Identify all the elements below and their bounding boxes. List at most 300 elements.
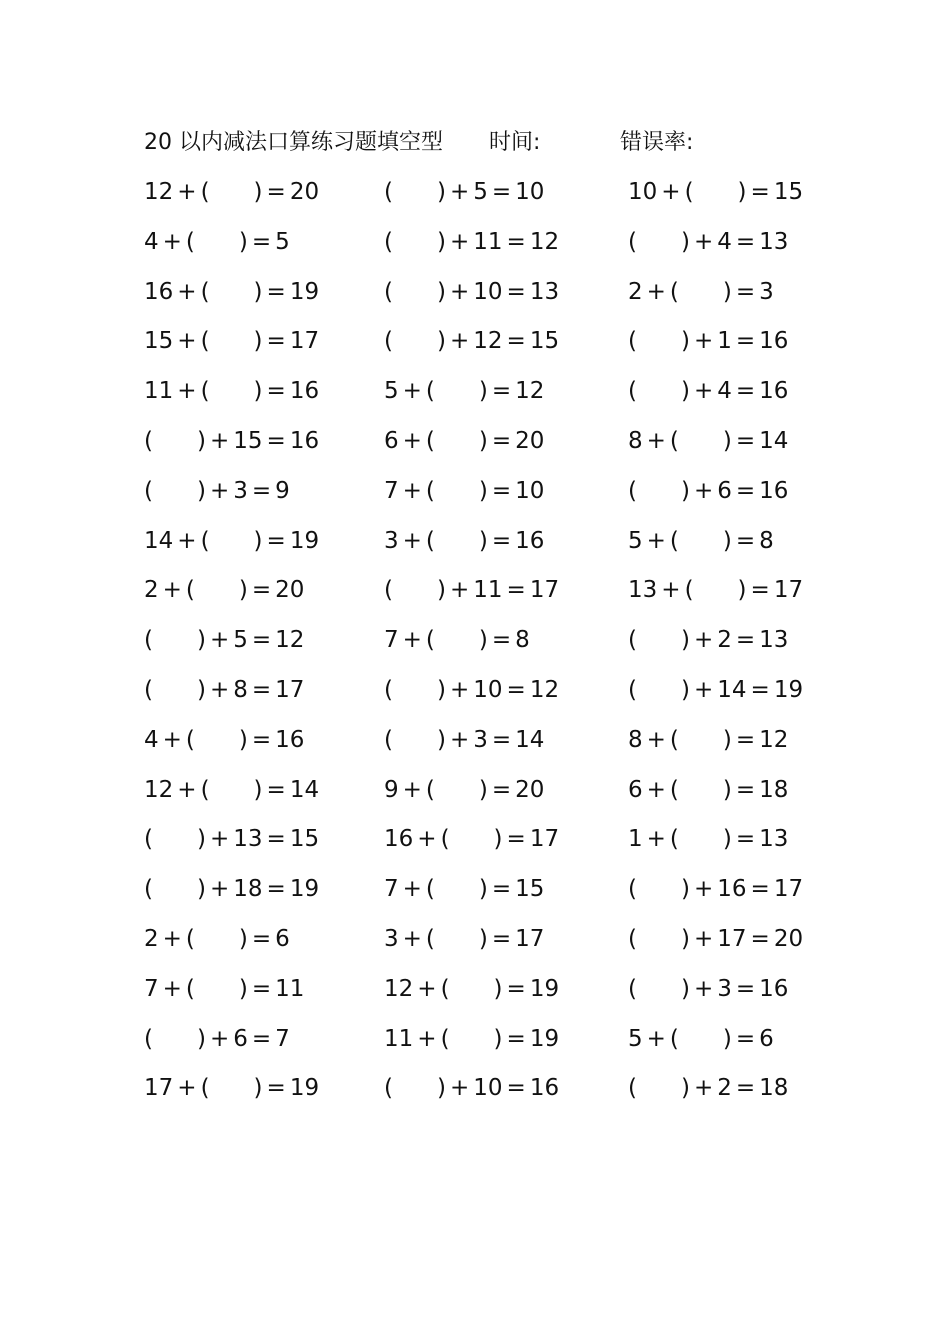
sum-number: 13 xyxy=(529,278,560,305)
math-problem xyxy=(384,620,554,660)
blank-open-paren: ( xyxy=(185,926,195,952)
blank-open-paren: ( xyxy=(200,179,210,205)
blank-open-paren: ( xyxy=(440,975,450,1002)
problem-row xyxy=(0,819,950,859)
problem-row xyxy=(0,321,950,361)
plus-sign: + xyxy=(693,975,714,1002)
blank-close-paren: ) xyxy=(493,1025,503,1052)
blank-close-paren: ) xyxy=(253,278,263,305)
blank-open-paren: ( xyxy=(185,228,195,255)
sum-number: 16 xyxy=(759,975,789,1002)
sum-number: 12 xyxy=(529,677,560,703)
sum-number: 20 xyxy=(773,926,804,952)
blank-close-paren: ) xyxy=(238,926,248,952)
blank-close-paren: ) xyxy=(680,975,690,1002)
math-problem xyxy=(384,1019,560,1059)
blank-open-paren: ( xyxy=(144,477,153,504)
blank-close-paren: ) xyxy=(196,1025,206,1052)
plus-sign: + xyxy=(402,627,422,654)
math-problem xyxy=(628,272,798,312)
plus-sign: + xyxy=(209,1025,230,1052)
sum-number: 6 xyxy=(275,926,290,952)
math-problem xyxy=(144,1068,320,1108)
plus-sign: + xyxy=(693,228,714,255)
blank-close-paren: ) xyxy=(722,428,732,454)
math-problem xyxy=(384,371,554,411)
sum-number: 16 xyxy=(289,378,320,405)
addend-number: 1 xyxy=(628,826,643,853)
addend-number: 3 xyxy=(473,726,488,753)
sum-number: 17 xyxy=(529,577,560,604)
blank-open-paren: ( xyxy=(669,1025,679,1052)
addend-number: 12 xyxy=(473,328,503,355)
sum-number: 10 xyxy=(515,179,545,205)
addend-number: 6 xyxy=(384,428,399,454)
addend-number: 2 xyxy=(628,278,643,305)
equals-sign: = xyxy=(506,328,526,355)
math-problem xyxy=(628,471,798,511)
math-problem xyxy=(144,321,320,361)
addend-number: 12 xyxy=(144,179,174,205)
equals-sign: = xyxy=(506,577,526,604)
sum-number: 13 xyxy=(759,826,789,853)
blank-close-paren: ) xyxy=(238,975,248,1002)
blank-open-paren: ( xyxy=(628,378,637,405)
problem-row xyxy=(0,1019,950,1059)
blank-open-paren: ( xyxy=(628,926,637,952)
plus-sign: + xyxy=(177,776,197,803)
sum-number: 17 xyxy=(515,926,545,952)
sum-number: 8 xyxy=(759,527,774,554)
sum-number: 3 xyxy=(759,278,774,305)
addend-number: 5 xyxy=(473,179,488,205)
plus-sign: + xyxy=(661,179,681,205)
equals-sign: = xyxy=(251,726,272,753)
math-problem xyxy=(384,471,554,511)
sum-number: 16 xyxy=(289,428,320,454)
sum-number: 20 xyxy=(275,577,305,604)
plus-sign: + xyxy=(693,328,714,355)
math-problem xyxy=(144,471,308,511)
blank-open-paren: ( xyxy=(144,1025,153,1052)
equals-sign: = xyxy=(266,527,286,554)
blank-open-paren: ( xyxy=(628,1075,637,1102)
problem-row xyxy=(0,521,950,561)
addend-number: 11 xyxy=(473,228,503,255)
blank-close-paren: ) xyxy=(253,1075,263,1102)
addend-number: 11 xyxy=(144,378,174,405)
plus-sign: + xyxy=(417,826,437,853)
sum-number: 16 xyxy=(759,328,789,355)
equals-sign: = xyxy=(491,627,512,654)
addend-number: 10 xyxy=(473,677,503,703)
blank-open-paren: ( xyxy=(200,378,210,405)
addend-number: 7 xyxy=(384,876,399,903)
math-problem xyxy=(384,919,554,959)
plus-sign: + xyxy=(402,527,422,554)
equals-sign: = xyxy=(491,179,512,205)
plus-sign: + xyxy=(693,477,714,504)
equals-sign: = xyxy=(735,228,756,255)
problem-row xyxy=(0,919,950,959)
math-problem xyxy=(144,670,308,710)
blank-close-paren: ) xyxy=(737,577,747,604)
math-problem xyxy=(628,570,804,610)
sum-number: 20 xyxy=(289,179,320,205)
math-problem xyxy=(384,670,560,710)
plus-sign: + xyxy=(449,726,470,753)
blank-open-paren: ( xyxy=(628,677,637,703)
blank-close-paren: ) xyxy=(478,876,488,903)
blank-close-paren: ) xyxy=(436,577,446,604)
equals-sign: = xyxy=(750,876,770,903)
blank-close-paren: ) xyxy=(680,477,690,504)
blank-close-paren: ) xyxy=(680,627,690,654)
blank-open-paren: ( xyxy=(144,876,153,903)
blank-close-paren: ) xyxy=(478,776,488,803)
math-problem xyxy=(384,521,554,561)
equals-sign: = xyxy=(251,926,272,952)
math-problem xyxy=(384,770,554,810)
sum-number: 6 xyxy=(759,1025,774,1052)
blank-open-paren: ( xyxy=(440,1025,450,1052)
blank-close-paren: ) xyxy=(253,378,263,405)
blank-close-paren: ) xyxy=(436,228,446,255)
plus-sign: + xyxy=(402,378,422,405)
plus-sign: + xyxy=(449,577,470,604)
blank-open-paren: ( xyxy=(684,577,694,604)
sum-number: 17 xyxy=(773,876,804,903)
blank-close-paren: ) xyxy=(478,378,488,405)
math-problem xyxy=(384,272,560,312)
addend-number: 3 xyxy=(384,926,399,952)
equals-sign: = xyxy=(266,1075,286,1102)
math-problem xyxy=(384,222,560,262)
math-problem xyxy=(144,172,320,212)
plus-sign: + xyxy=(162,726,182,753)
blank-open-paren: ( xyxy=(425,378,435,405)
blank-close-paren: ) xyxy=(722,527,732,554)
math-problem xyxy=(384,570,560,610)
blank-close-paren: ) xyxy=(722,776,732,803)
blank-open-paren: ( xyxy=(185,975,195,1002)
blank-open-paren: ( xyxy=(144,826,153,853)
addend-number: 5 xyxy=(628,527,643,554)
addend-number: 2 xyxy=(717,1075,732,1102)
addend-number: 7 xyxy=(384,627,399,654)
plus-sign: + xyxy=(449,1075,470,1102)
plus-sign: + xyxy=(693,378,714,405)
equals-sign: = xyxy=(491,876,512,903)
sum-number: 19 xyxy=(529,975,560,1002)
problem-row xyxy=(0,869,950,909)
blank-close-paren: ) xyxy=(238,577,248,604)
blank-open-paren: ( xyxy=(684,179,694,205)
equals-sign: = xyxy=(506,1075,526,1102)
math-problem xyxy=(628,222,798,262)
blank-open-paren: ( xyxy=(628,228,637,255)
plus-sign: + xyxy=(449,278,470,305)
problem-row xyxy=(0,770,950,810)
equals-sign: = xyxy=(735,328,756,355)
blank-close-paren: ) xyxy=(680,378,690,405)
sum-number: 14 xyxy=(759,428,789,454)
math-problem xyxy=(628,1068,798,1108)
math-problem xyxy=(384,321,560,361)
plus-sign: + xyxy=(177,278,197,305)
addend-number: 17 xyxy=(717,926,747,952)
addend-number: 8 xyxy=(628,726,643,753)
math-problem xyxy=(144,720,308,760)
blank-close-paren: ) xyxy=(253,776,263,803)
blank-open-paren: ( xyxy=(425,776,435,803)
math-problem xyxy=(628,421,798,461)
blank-close-paren: ) xyxy=(436,677,446,703)
plus-sign: + xyxy=(693,677,714,703)
blank-close-paren: ) xyxy=(478,527,488,554)
plus-sign: + xyxy=(209,826,230,853)
addend-number: 5 xyxy=(233,627,248,654)
plus-sign: + xyxy=(209,428,230,454)
sum-number: 14 xyxy=(515,726,545,753)
blank-open-paren: ( xyxy=(628,975,637,1002)
sum-number: 20 xyxy=(515,776,545,803)
plus-sign: + xyxy=(646,527,666,554)
addend-number: 6 xyxy=(717,477,732,504)
problem-row xyxy=(0,222,950,262)
sum-number: 15 xyxy=(529,328,560,355)
equals-sign: = xyxy=(750,577,770,604)
addend-number: 2 xyxy=(717,627,732,654)
addend-number: 8 xyxy=(628,428,643,454)
addend-number: 3 xyxy=(384,527,399,554)
addend-number: 13 xyxy=(233,826,263,853)
math-problem xyxy=(628,620,798,660)
blank-close-paren: ) xyxy=(478,428,488,454)
sum-number: 19 xyxy=(289,278,320,305)
addend-number: 16 xyxy=(144,278,174,305)
blank-open-paren: ( xyxy=(144,428,153,454)
math-problem xyxy=(628,969,798,1009)
blank-open-paren: ( xyxy=(669,428,679,454)
plus-sign: + xyxy=(402,428,422,454)
addend-number: 4 xyxy=(717,378,732,405)
math-problem xyxy=(628,720,798,760)
addend-number: 18 xyxy=(233,876,263,903)
blank-open-paren: ( xyxy=(425,428,435,454)
blank-close-paren: ) xyxy=(436,1075,446,1102)
addend-number: 12 xyxy=(384,975,414,1002)
math-problem xyxy=(144,222,308,262)
addend-number: 12 xyxy=(144,776,174,803)
math-problem xyxy=(144,371,320,411)
plus-sign: + xyxy=(162,228,182,255)
addend-number: 10 xyxy=(628,179,658,205)
blank-open-paren: ( xyxy=(384,278,393,305)
sum-number: 17 xyxy=(773,577,804,604)
math-problem xyxy=(144,1019,308,1059)
equals-sign: = xyxy=(735,477,756,504)
blank-open-paren: ( xyxy=(425,627,435,654)
blank-open-paren: ( xyxy=(200,328,210,355)
blank-open-paren: ( xyxy=(628,627,637,654)
equals-sign: = xyxy=(750,677,770,703)
equals-sign: = xyxy=(735,975,756,1002)
blank-close-paren: ) xyxy=(196,826,206,853)
addend-number: 5 xyxy=(384,378,399,405)
sum-number: 16 xyxy=(759,477,789,504)
problem-row xyxy=(0,670,950,710)
math-problem xyxy=(384,869,554,909)
blank-open-paren: ( xyxy=(425,477,435,504)
blank-open-paren: ( xyxy=(669,278,679,305)
equals-sign: = xyxy=(251,477,272,504)
equals-sign: = xyxy=(491,776,512,803)
blank-open-paren: ( xyxy=(384,228,393,255)
equals-sign: = xyxy=(266,428,286,454)
sum-number: 16 xyxy=(759,378,789,405)
sum-number: 12 xyxy=(275,627,305,654)
sum-number: 14 xyxy=(289,776,320,803)
plus-sign: + xyxy=(402,776,422,803)
plus-sign: + xyxy=(177,179,197,205)
math-problem xyxy=(628,919,804,959)
sum-number: 12 xyxy=(759,726,789,753)
equals-sign: = xyxy=(506,1025,526,1052)
problem-row xyxy=(0,570,950,610)
equals-sign: = xyxy=(251,627,272,654)
addend-number: 4 xyxy=(144,228,159,255)
math-problem xyxy=(144,770,320,810)
error-rate-label: 错误率: xyxy=(620,130,694,155)
sum-number: 13 xyxy=(759,627,789,654)
plus-sign: + xyxy=(646,776,666,803)
math-problem xyxy=(628,770,798,810)
equals-sign: = xyxy=(735,776,756,803)
plus-sign: + xyxy=(402,477,422,504)
addend-number: 7 xyxy=(384,477,399,504)
equals-sign: = xyxy=(251,228,272,255)
equals-sign: = xyxy=(266,278,286,305)
math-problem xyxy=(144,272,320,312)
addend-number: 10 xyxy=(473,278,503,305)
math-problem xyxy=(628,521,798,561)
blank-open-paren: ( xyxy=(384,726,393,753)
addend-number: 2 xyxy=(144,577,159,604)
sum-number: 18 xyxy=(759,1075,789,1102)
equals-sign: = xyxy=(491,726,512,753)
blank-open-paren: ( xyxy=(384,1075,393,1102)
plus-sign: + xyxy=(449,328,470,355)
math-problem xyxy=(144,869,320,909)
blank-open-paren: ( xyxy=(200,1075,210,1102)
equals-sign: = xyxy=(491,527,512,554)
problem-row xyxy=(0,1068,950,1108)
sum-number: 12 xyxy=(529,228,560,255)
addend-number: 17 xyxy=(144,1075,174,1102)
blank-close-paren: ) xyxy=(680,1075,690,1102)
math-problem xyxy=(384,720,554,760)
plus-sign: + xyxy=(177,378,197,405)
blank-open-paren: ( xyxy=(425,926,435,952)
equals-sign: = xyxy=(506,228,526,255)
equals-sign: = xyxy=(735,826,756,853)
blank-close-paren: ) xyxy=(196,627,206,654)
addend-number: 14 xyxy=(144,527,174,554)
plus-sign: + xyxy=(162,975,182,1002)
equals-sign: = xyxy=(735,278,756,305)
blank-open-paren: ( xyxy=(144,677,153,703)
blank-open-paren: ( xyxy=(440,826,450,853)
math-problem xyxy=(628,371,798,411)
equals-sign: = xyxy=(266,876,286,903)
plus-sign: + xyxy=(661,577,681,604)
sum-number: 7 xyxy=(275,1025,290,1052)
blank-close-paren: ) xyxy=(436,726,446,753)
sum-number: 18 xyxy=(759,776,789,803)
plus-sign: + xyxy=(646,428,666,454)
plus-sign: + xyxy=(449,677,470,703)
sum-number: 5 xyxy=(275,228,290,255)
plus-sign: + xyxy=(162,926,182,952)
blank-close-paren: ) xyxy=(478,477,488,504)
blank-close-paren: ) xyxy=(722,726,732,753)
plus-sign: + xyxy=(646,278,666,305)
plus-sign: + xyxy=(693,926,714,952)
plus-sign: + xyxy=(209,477,230,504)
blank-close-paren: ) xyxy=(478,926,488,952)
worksheet-title: 20 以内减法口算练习题填空型 xyxy=(144,130,443,155)
addend-number: 4 xyxy=(717,228,732,255)
sum-number: 15 xyxy=(773,179,804,205)
equals-sign: = xyxy=(506,677,526,703)
blank-close-paren: ) xyxy=(737,179,747,205)
math-problem xyxy=(144,521,320,561)
blank-close-paren: ) xyxy=(722,1025,732,1052)
plus-sign: + xyxy=(693,627,714,654)
blank-open-paren: ( xyxy=(185,577,195,604)
plus-sign: + xyxy=(417,975,437,1002)
plus-sign: + xyxy=(646,726,666,753)
blank-close-paren: ) xyxy=(493,826,503,853)
equals-sign: = xyxy=(506,278,526,305)
math-problem xyxy=(144,919,308,959)
problem-row xyxy=(0,421,950,461)
sum-number: 19 xyxy=(773,677,804,703)
equals-sign: = xyxy=(266,328,286,355)
equals-sign: = xyxy=(491,926,512,952)
math-problem xyxy=(628,869,804,909)
plus-sign: + xyxy=(402,926,422,952)
blank-close-paren: ) xyxy=(238,726,248,753)
blank-close-paren: ) xyxy=(238,228,248,255)
math-problem xyxy=(144,421,320,461)
blank-close-paren: ) xyxy=(722,278,732,305)
sum-number: 15 xyxy=(515,876,545,903)
sum-number: 11 xyxy=(275,975,305,1002)
equals-sign: = xyxy=(735,1025,756,1052)
blank-open-paren: ( xyxy=(185,726,195,753)
blank-close-paren: ) xyxy=(680,328,690,355)
blank-close-paren: ) xyxy=(436,328,446,355)
addend-number: 16 xyxy=(384,826,414,853)
blank-close-paren: ) xyxy=(493,975,503,1002)
addend-number: 3 xyxy=(717,975,732,1002)
math-problem xyxy=(144,570,308,610)
plus-sign: + xyxy=(177,328,197,355)
blank-close-paren: ) xyxy=(436,278,446,305)
sum-number: 19 xyxy=(289,1075,320,1102)
